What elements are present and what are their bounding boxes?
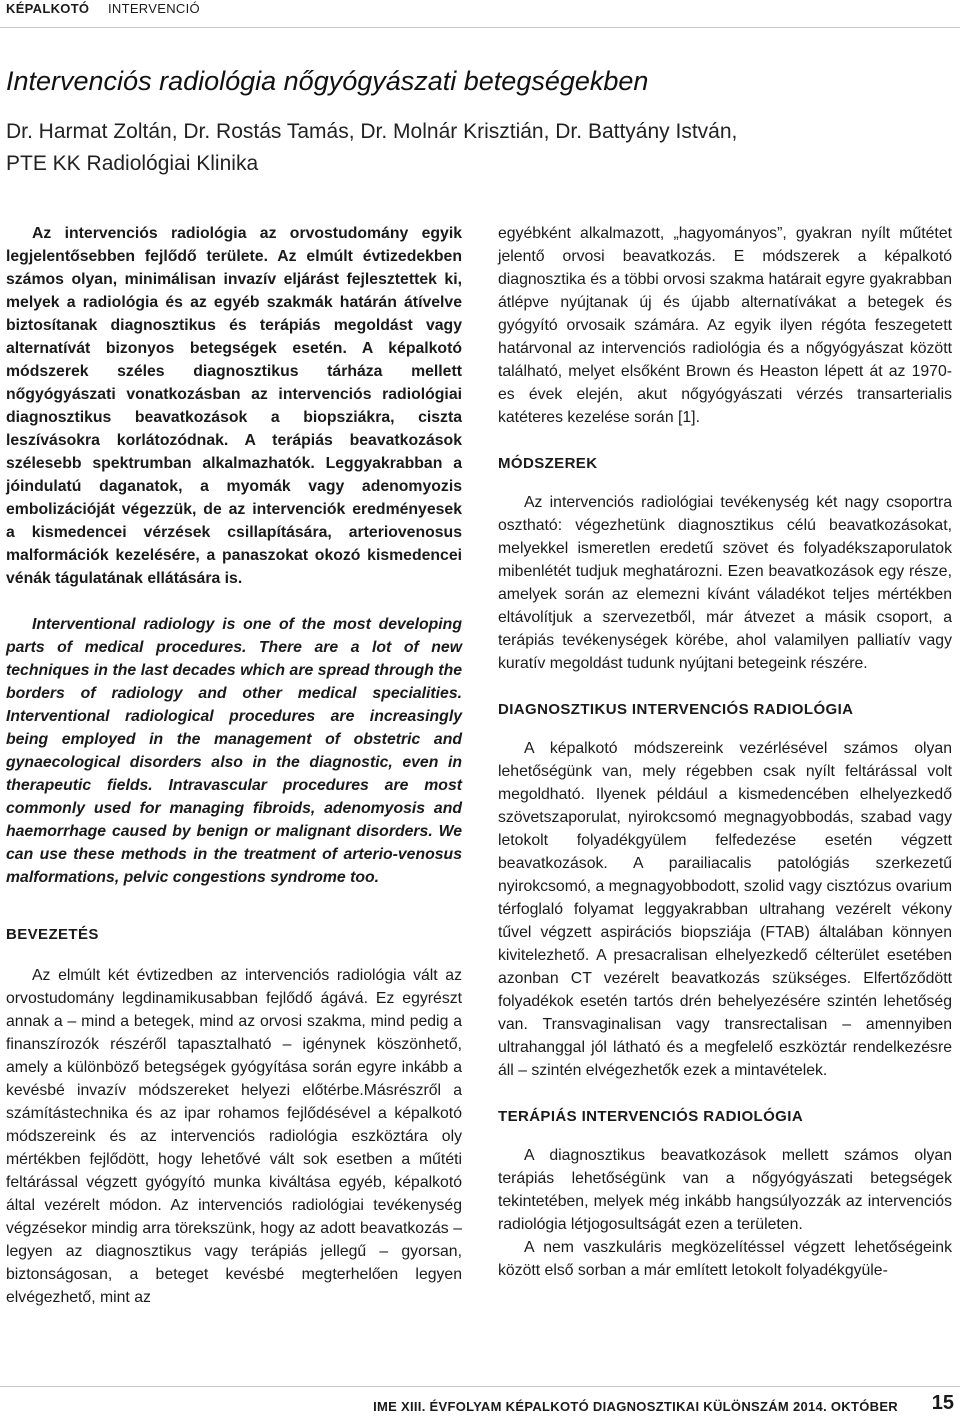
authors: [6, 116, 936, 180]
abstract-hungarian: Az intervenciós radiológia az orvostudomány egyik legjelentősebben fejlődő területe. Az elmúlt évtizedekben számos olyan, minimálisan invazív eljárást fejlesztettek ki, melyek a radiológia és az egyéb szakmák határán átívelve biztosítanak diagnosztikus és terápiás megoldást vagy alternatívát bizonyos betegségek esetén. A képalkotó módszerek széles diagnosztikus tárháza mellett nőgyógyászati vonatkozásban az intervenciós radiológiai diagnosztikus beavatkozások a biopsziákra, ciszta leszívásokra korlátozódnak. A terápiás beavatkozások szélesebb spektrumban alkalmazhatók. Leggyakrabban a jóindulatú daganatok, a myomák vagy adenomyozis embolizációját végezzük, de az intervenciók eredményesek a kismedencei vérzések csillapítására, arteriovenosus malformációk kezelésére, a panaszokat okozó kismedencei vénák tágulatának ellátására is.: [6, 225, 462, 587]
header-category: INTERVENCIÓ: [108, 1, 200, 16]
heading-diagnostic: DIAGNOSZTIKUS INTERVENCIÓS RADIOLÓGIA: [498, 701, 854, 718]
heading-modszerek: MÓDSZEREK: [498, 455, 598, 472]
footer-journal: IME XIII. ÉVFOLYAM KÉPALKOTÓ DIAGNOSZTIKAI KÜLÖNSZÁM 2014. OKTÓBER: [373, 1399, 898, 1414]
heading-bevezetes: BEVEZETÉS: [6, 926, 99, 943]
therapeutic-paragraph-1: A diagnosztikus beavatkozások mellett számos olyan terápiás lehetőségünk van a nőgyógyászati betegségek tekintetében, melyek még inkább hangsúlyozzák az intervenciós radiológia létjogosultságát ezen a területen.: [498, 1147, 952, 1233]
header-section: KÉPALKOTÓ: [6, 1, 90, 16]
article-title: Intervenciós radiológia nőgyógyászati betegségekben: [6, 66, 649, 96]
running-header: [0, 0, 960, 20]
header-rule: [0, 27, 960, 28]
page-footer: [0, 1378, 960, 1418]
page-number: 15: [931, 1392, 954, 1414]
heading-therapeutic: TERÁPIÁS INTERVENCIÓS RADIOLÓGIA: [498, 1108, 804, 1125]
authors-affiliation: PTE KK Radiológiai Klinika: [6, 152, 259, 175]
authors-line-1: Dr. Harmat Zoltán, Dr. Rostás Tamás, Dr. Molnár Krisztián, Dr. Battyány István,: [6, 120, 738, 143]
therapeutic-paragraph-2: A nem vaszkuláris megközelítéssel végzett lehetőségeink között első sorban a már említett letokolt folyadékgyüle-: [498, 1239, 952, 1279]
left-column: [6, 222, 462, 1309]
diagnostic-paragraph: A képalkotó módszereink vezérlésével számos olyan lehetőségünk van, mely régebben csak nyílt feltárással volt megoldható. Ilyenek például a kismedencében elhelyezkedő szövetszaporulat, nyirokcsomó megnagyobbodás, szabad vagy letokolt folyadékgyülem felfedezése esetén végzett beavatkozások. A parailiacalis patológiás szerkezetű nyirokcsomó, a megnagyobbodott, szolid vagy cisztózus ovarium térfoglaló folyamat leggyakrabban ultrahang vezérelt vékony tűvel végzett aspirációs biopsziája (FTAB) általában könnyen kivitelezhető. A presacralisan elhelyezkedő célterület esetében azonban CT vezérelt beavatkozás szükséges. Elfertőződött folyadékok esetén tartós drén behelyezésére szintén lehetőség van. Transvaginalisan vagy transrectalisan – amennyiben ultrahanggal jól látható és a megfelelő eszköztár rendelkezésre áll – szintén elvégezhetők ezek a mintavételek.: [498, 740, 952, 1079]
abstract-english: Interventional radiology is one of the most developing parts of medical procedures. There are a lot of new techniques in the last decades which are spread through the borders of radiology and other medical specialities. Interventional radiological procedures are increasingly being employed in the management of obstetric and gynaecological disorders also in the diagnostic, even in therapeutic fields. Intravascular procedures are most commonly used for managing fibroids, adenomyosis and haemorrhage caused by benign or malignant disorders. We can use these methods in the treatment of arterio-venosus malformations, pelvic congestions syndrome too.: [6, 616, 462, 886]
methods-paragraph: Az intervenciós radiológiai tevékenység két nagy csoportra osztható: végezhetünk diagnosztikus célú beavatkozásokat, melyekkel ismeretlen eredetű szövet és folyadékszaporulatok mibenlétét tudjuk meghatározni. Ezen beavatkozások egy része, amelyek során az elemezni kívánt váladékot teljes mértékben eltávolítjuk a szervezetből, már átvezet a másik csoport, a terápiás tevékenységek körébe, ahol valamilyen palliatív vagy kuratív megoldást tudunk nyújtani betegeink részére.: [498, 494, 952, 672]
intro-continued: egyébként alkalmazott, „hagyományos”, gyakran nyílt műtétet jelentő orvosi beavatkozás. E módszerek a képalkotó diagnosztika és a többi orvosi szakma határait egyre gyakrabban átlépve nyújtanak új és újabb alternatívákat a betegek és gyógyító orvosaik számára. Az egyik ilyen régóta feszegetett határvonal az intervenciós radiológia és a nőgyógyászat között található, melyet elsőként Brown és Heaston lépett át az 1970-es évek elején, akut nőgyógyászati vérzés transarterialis katéteres kezelése során [1].: [498, 225, 952, 426]
intro-paragraph: Az elmúlt két évtizedben az intervenciós radiológia vált az orvostudomány legdinamikusabban fejlődő ágává. Ez egyrészt annak a – mind a betegek, mind az orvosi szakma, mind pedig a finanszírozók részéről tapasztalható – igénynek köszönhető, amely a különböző betegségek gyógyítása során egyre inkább a kevésbé invazív módszereket helyezi előtérbe.Másrészről a számítástechnika és az ipar rohamos fejlődésével a képalkotó módszereink és az intervenciós radiológia eszköztára oly mértékben fejlődött, hogy lehetővé vált sok esetben a műtéti feltárással végzett gyógyító munka kiváltása egyéb, képalkotó által vezérelt módon. Az intervenciós radiológiai tevékenység végzésekor mindig arra törekszünk, hogy az adott beavatkozás – legyen az diagnosztikus vagy terápiás jellegű – gyorsan, biztonságosan, a beteget kevésbé megterhelően legyen elvégezhető, mint az: [6, 967, 462, 1306]
footer-rule: [0, 1386, 960, 1387]
right-column: [498, 222, 952, 1282]
